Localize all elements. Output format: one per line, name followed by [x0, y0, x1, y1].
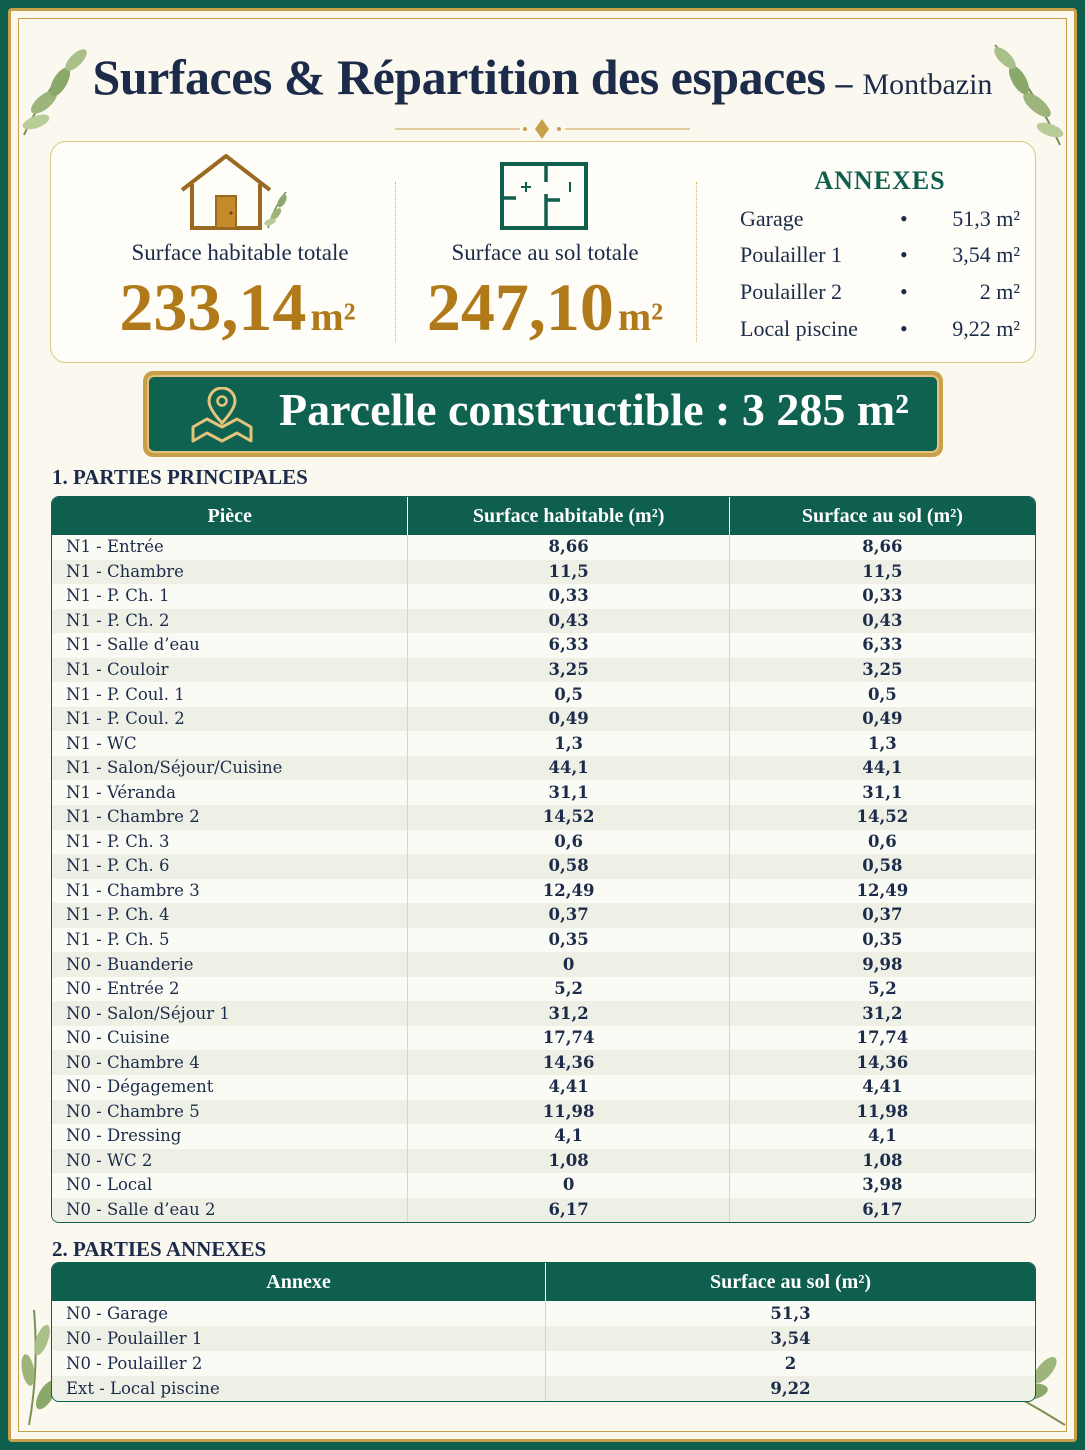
room-name-cell: N1 - P. Coul. 2 [52, 707, 408, 732]
surface-value-cell: 0,5 [408, 682, 729, 707]
annexe-summary-row [740, 206, 1020, 236]
room-name-cell: N1 - P. Ch. 3 [52, 830, 408, 855]
room-name-cell: N1 - Salon/Séjour/Cuisine [52, 756, 408, 781]
room-name-cell: N0 - Entrée 2 [52, 977, 408, 1002]
table-row [52, 1351, 1035, 1376]
room-name-cell: N1 - P. Ch. 6 [52, 854, 408, 879]
surface-value-cell: 4,41 [730, 1075, 1035, 1100]
surface-value-cell: 14,52 [730, 805, 1035, 830]
surface-value-cell: 11,98 [730, 1100, 1035, 1125]
surface-value-cell: 31,1 [408, 780, 729, 805]
ornament-divider [395, 118, 690, 140]
table-row [52, 1124, 1035, 1149]
room-name-cell: N1 - Couloir [52, 658, 408, 683]
table-row [52, 682, 1035, 707]
section-annexes-title: 2. PARTIES ANNEXES [52, 1237, 267, 1261]
room-name-cell: N1 - WC [52, 731, 408, 756]
annexes-summary-title: ANNEXES [814, 166, 946, 195]
table-row [52, 1173, 1035, 1198]
table-row [52, 1050, 1035, 1075]
room-name-cell: N0 - Salon/Séjour 1 [52, 1001, 408, 1026]
table-row [52, 1149, 1035, 1174]
parcel-banner-inner [147, 375, 939, 453]
surface-value-cell: 0,35 [730, 928, 1035, 953]
parcel-banner [143, 371, 943, 457]
surface-value-cell: 0,37 [730, 903, 1035, 928]
surface-value-cell: 17,74 [408, 1026, 729, 1051]
table-row [52, 658, 1035, 683]
room-name-cell: N0 - WC 2 [52, 1149, 408, 1174]
sol-value [395, 268, 695, 347]
house-icon [178, 152, 293, 232]
surface-value-cell: 11,98 [408, 1100, 729, 1125]
surface-value-cell: 4,1 [730, 1124, 1035, 1149]
sol-unit: m² [617, 294, 664, 339]
table-row [52, 977, 1035, 1002]
table-row [52, 1075, 1035, 1100]
section-principales-title: 1. PARTIES PRINCIPALES [52, 465, 308, 489]
table-row [52, 584, 1035, 609]
habitable-value [65, 268, 410, 347]
annexe-summary-name: Garage [740, 206, 804, 231]
room-name-cell: N1 - Chambre 3 [52, 879, 408, 904]
surface-value-cell: 3,25 [730, 658, 1035, 683]
surface-value-cell: 9,22 [546, 1376, 1035, 1401]
annexe-summary-row [740, 316, 1020, 346]
surface-value-cell: 14,36 [408, 1050, 729, 1075]
table-row [52, 756, 1035, 781]
table-row [52, 1301, 1035, 1326]
parcel-text: Parcelle constructible : 3 285 m² [279, 384, 909, 435]
column-header: Pièce [52, 497, 408, 535]
surface-value-cell: 6,33 [730, 633, 1035, 658]
surface-value-cell: 0,49 [730, 707, 1035, 732]
surface-value-cell: 44,1 [730, 756, 1035, 781]
surface-value-cell: 12,49 [408, 879, 729, 904]
table-row [52, 633, 1035, 658]
annexe-summary-value: 2 m² [979, 279, 1020, 304]
room-name-cell: N1 - P. Ch. 1 [52, 584, 408, 609]
surface-value-cell: 1,3 [730, 731, 1035, 756]
room-name-cell: N0 - Chambre 5 [52, 1100, 408, 1125]
surface-value-cell: 44,1 [408, 756, 729, 781]
surface-value-cell: 2 [546, 1351, 1035, 1376]
room-name-cell: N1 - Véranda [52, 780, 408, 805]
surface-value-cell: 5,2 [408, 977, 729, 1002]
surface-value-cell: 0,49 [408, 707, 729, 732]
table-row [52, 928, 1035, 953]
surface-value-cell: 3,54 [546, 1326, 1035, 1351]
column-header: Surface au sol (m²) [546, 1263, 1035, 1301]
annexe-summary-bullet: • [900, 279, 908, 304]
surface-value-cell: 6,33 [408, 633, 729, 658]
room-name-cell: N1 - P. Ch. 4 [52, 903, 408, 928]
surface-value-cell: 3,25 [408, 658, 729, 683]
sol-number: 247,10 [426, 269, 614, 345]
annexes-table [51, 1262, 1036, 1402]
room-name-cell: N1 - Chambre 2 [52, 805, 408, 830]
annexe-summary-name: Poulailler 1 [740, 242, 843, 267]
room-name-cell: N1 - Salle d’eau [52, 633, 408, 658]
surface-value-cell: 0,6 [408, 830, 729, 855]
column-header: Surface au sol (m²) [730, 497, 1035, 535]
surface-value-cell: 0,43 [408, 609, 729, 634]
table-row [52, 780, 1035, 805]
floor-plan-icon [498, 160, 590, 232]
page-title [0, 48, 1085, 106]
annexe-summary-value: 9,22 m² [952, 316, 1020, 341]
room-name-cell: N1 - Chambre [52, 560, 408, 585]
surface-value-cell: 0,33 [408, 584, 729, 609]
habitable-number: 233,14 [119, 269, 307, 345]
principales-body [52, 535, 1035, 1222]
table-row [52, 830, 1035, 855]
surface-value-cell: 0,58 [730, 854, 1035, 879]
room-name-cell: N0 - Local [52, 1173, 408, 1198]
surface-value-cell: 12,49 [730, 879, 1035, 904]
habitable-label: Surface habitable totale [131, 240, 349, 265]
surface-value-cell: 0,43 [730, 609, 1035, 634]
table-row [52, 1100, 1035, 1125]
surface-value-cell: 17,74 [730, 1026, 1035, 1051]
surface-value-cell: 0 [408, 1173, 729, 1198]
room-name-cell: N0 - Poulailler 1 [52, 1326, 546, 1351]
surface-value-cell: 31,2 [730, 1001, 1035, 1026]
room-name-cell: N0 - Garage [52, 1301, 546, 1326]
table-row [52, 1376, 1035, 1401]
surface-value-cell: 4,41 [408, 1075, 729, 1100]
room-name-cell: Ext - Local piscine [52, 1376, 546, 1401]
title-dash: – [835, 65, 853, 102]
surface-value-cell: 51,3 [546, 1301, 1035, 1326]
room-name-cell: N0 - Buanderie [52, 952, 408, 977]
table-row [52, 560, 1035, 585]
table-row [52, 609, 1035, 634]
title-location: Montbazin [862, 68, 993, 101]
table-row [52, 731, 1035, 756]
annexe-summary-row [740, 279, 1020, 309]
annexe-summary-name: Poulailler 2 [740, 279, 843, 304]
map-pin-icon [189, 387, 255, 445]
title-main: Surfaces & Répartition des espaces [92, 49, 826, 105]
surface-value-cell: 11,5 [408, 560, 729, 585]
room-name-cell: N1 - P. Ch. 5 [52, 928, 408, 953]
surface-value-cell: 1,08 [408, 1149, 729, 1174]
annexe-summary-value: 3,54 m² [952, 242, 1020, 267]
annexe-summary-bullet: • [900, 206, 908, 231]
habitable-unit: m² [310, 294, 356, 339]
surface-value-cell: 6,17 [730, 1198, 1035, 1223]
room-name-cell: N1 - Entrée [52, 535, 408, 560]
surface-value-cell: 9,98 [730, 952, 1035, 977]
room-name-cell: N0 - Salle d’eau 2 [52, 1198, 408, 1223]
sol-label: Surface au sol totale [451, 240, 639, 265]
room-name-cell: N0 - Dégagement [52, 1075, 408, 1100]
surface-value-cell: 14,52 [408, 805, 729, 830]
surface-value-cell: 0,37 [408, 903, 729, 928]
room-name-cell: N0 - Poulailler 2 [52, 1351, 546, 1376]
surface-value-cell: 6,17 [408, 1198, 729, 1223]
principales-table [51, 496, 1036, 1223]
surface-value-cell: 4,1 [408, 1124, 729, 1149]
room-name-cell: N0 - Chambre 4 [52, 1050, 408, 1075]
principales-header-row [52, 497, 1035, 535]
surface-value-cell: 0,6 [730, 830, 1035, 855]
surface-value-cell: 5,2 [730, 977, 1035, 1002]
annexe-summary-row [740, 242, 1020, 272]
surface-value-cell: 0,5 [730, 682, 1035, 707]
annexe-summary-value: 51,3 m² [952, 206, 1020, 231]
surface-value-cell: 0,35 [408, 928, 729, 953]
table-row [52, 1198, 1035, 1223]
table-row [52, 805, 1035, 830]
room-name-cell: N1 - P. Coul. 1 [52, 682, 408, 707]
surface-value-cell: 0,33 [730, 584, 1035, 609]
summary-separator-2 [696, 182, 697, 342]
surface-value-cell: 31,1 [730, 780, 1035, 805]
surface-value-cell: 8,66 [408, 535, 729, 560]
table-row [52, 854, 1035, 879]
table-row [52, 1001, 1035, 1026]
annexes-header-row [52, 1263, 1035, 1301]
surface-value-cell: 8,66 [730, 535, 1035, 560]
surface-value-cell: 31,2 [408, 1001, 729, 1026]
table-row [52, 1026, 1035, 1051]
annexe-summary-bullet: • [900, 242, 908, 267]
table-row [52, 1326, 1035, 1351]
annexe-summary-name: Local piscine [740, 316, 858, 341]
room-name-cell: N1 - P. Ch. 2 [52, 609, 408, 634]
table-row [52, 879, 1035, 904]
column-header: Surface habitable (m²) [408, 497, 729, 535]
table-row [52, 707, 1035, 732]
column-header: Annexe [52, 1263, 546, 1301]
table-row [52, 903, 1035, 928]
room-name-cell: N0 - Dressing [52, 1124, 408, 1149]
annexes-body [52, 1301, 1035, 1401]
surface-value-cell: 0 [408, 952, 729, 977]
annexe-summary-bullet: • [900, 316, 908, 341]
table-row [52, 952, 1035, 977]
surface-value-cell: 14,36 [730, 1050, 1035, 1075]
surface-value-cell: 1,08 [730, 1149, 1035, 1174]
surface-value-cell: 3,98 [730, 1173, 1035, 1198]
surface-value-cell: 1,3 [408, 731, 729, 756]
table-row [52, 535, 1035, 560]
room-name-cell: N0 - Cuisine [52, 1026, 408, 1051]
surface-value-cell: 11,5 [730, 560, 1035, 585]
surface-value-cell: 0,58 [408, 854, 729, 879]
